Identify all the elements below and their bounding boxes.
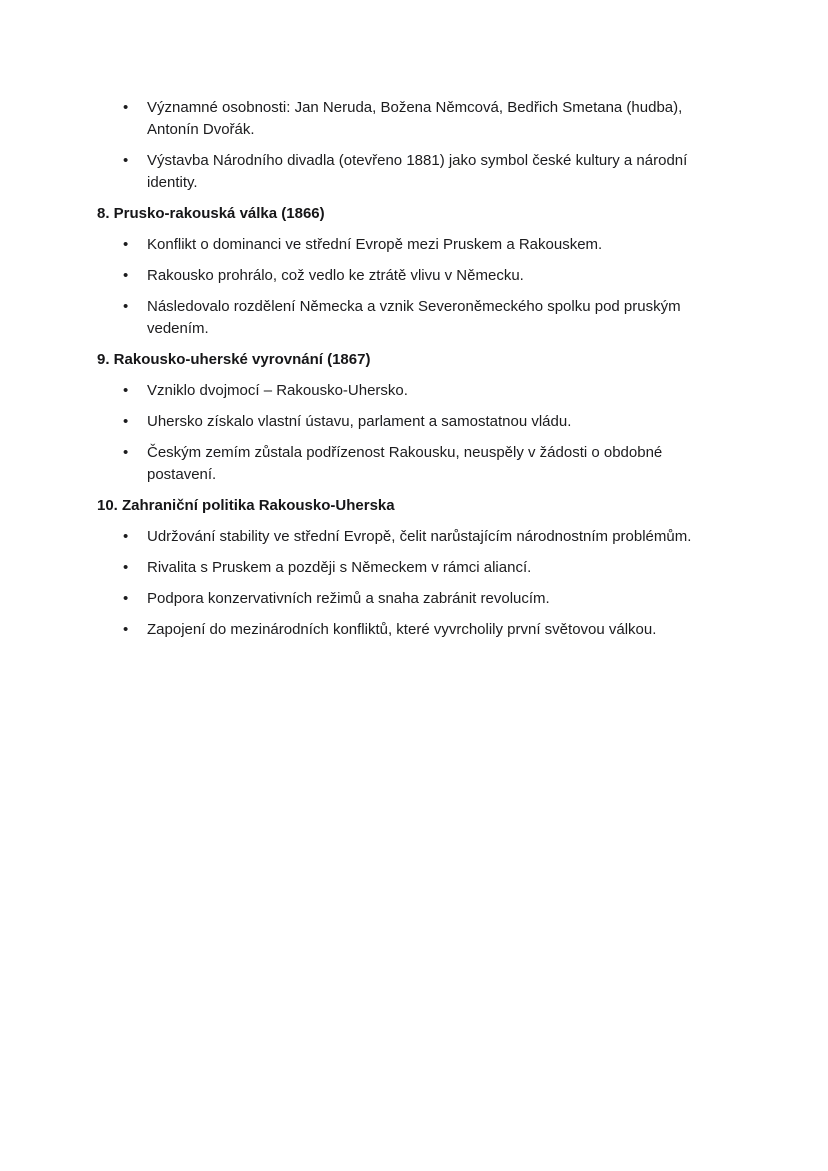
bullet-item [97, 265, 728, 287]
bullet-icon: • [123, 152, 129, 169]
bullet-item [97, 588, 728, 610]
bullet-item [97, 619, 728, 641]
bullet-item [97, 380, 728, 402]
section-rakousko-uherske-vyrovnani [97, 349, 728, 486]
bullet-item [97, 150, 728, 194]
bullet-text: Vzniklo dvojmocí – Rakousko-Uhersko. [147, 382, 408, 399]
bullet-icon: • [123, 267, 129, 284]
bullet-text: Výstavba Národního divadla (otevřeno 1881) jako symbol české kultury a národní identity. [147, 152, 688, 191]
bullet-text: Následovalo rozdělení Německa a vznik Severoněmeckého spolku pod pruským vedením. [147, 298, 681, 337]
bullet-icon: • [123, 528, 129, 545]
bullet-text: Rivalita s Pruskem a později s Německem v rámci aliancí. [147, 559, 532, 576]
section-culture-continued [97, 97, 728, 194]
bullet-text: Konflikt o dominanci ve střední Evropě mezi Pruskem a Rakouskem. [147, 236, 603, 253]
bullet-text: Udržování stability ve střední Evropě, čelit narůstajícím národnostním problémům. [147, 528, 692, 545]
bullet-text: Zapojení do mezinárodních konfliktů, které vyvrcholily první světovou válkou. [147, 621, 657, 638]
bullet-icon: • [123, 99, 129, 116]
bullet-text: Uhersko získalo vlastní ústavu, parlament a samostatnou vládu. [147, 413, 572, 430]
bullet-item [97, 557, 728, 579]
bullet-text: Podpora konzervativních režimů a snaha zabránit revolucím. [147, 590, 550, 607]
section-heading: 9. Rakousko-uherské vyrovnání (1867) [97, 351, 371, 368]
bullet-item [97, 296, 728, 340]
bullet-icon: • [123, 444, 129, 461]
bullet-icon: • [123, 590, 129, 607]
bullet-item [97, 234, 728, 256]
section-prusko-rakouska-valka [97, 203, 728, 340]
bullet-icon: • [123, 298, 129, 315]
bullet-item [97, 442, 728, 486]
bullet-text: Významné osobnosti: Jan Neruda, Božena Němcová, Bedřich Smetana (hudba), Antonín Dvořák. [147, 99, 683, 138]
section-heading: 10. Zahraniční politika Rakousko-Uherska [97, 497, 395, 514]
bullet-item [97, 411, 728, 433]
bullet-text: Rakousko prohrálo, což vedlo ke ztrátě vlivu v Německu. [147, 267, 524, 284]
bullet-text: Českým zemím zůstala podřízenost Rakousku, neuspěly v žádosti o obdobné postavení. [147, 444, 663, 483]
bullet-icon: • [123, 382, 129, 399]
section-zahranicni-politika [97, 495, 728, 641]
bullet-icon: • [123, 413, 129, 430]
bullet-icon: • [123, 236, 129, 253]
bullet-item [97, 97, 728, 141]
bullet-item [97, 526, 728, 548]
section-heading: 8. Prusko-rakouská válka (1866) [97, 205, 325, 222]
bullet-icon: • [123, 621, 129, 638]
bullet-icon: • [123, 559, 129, 576]
